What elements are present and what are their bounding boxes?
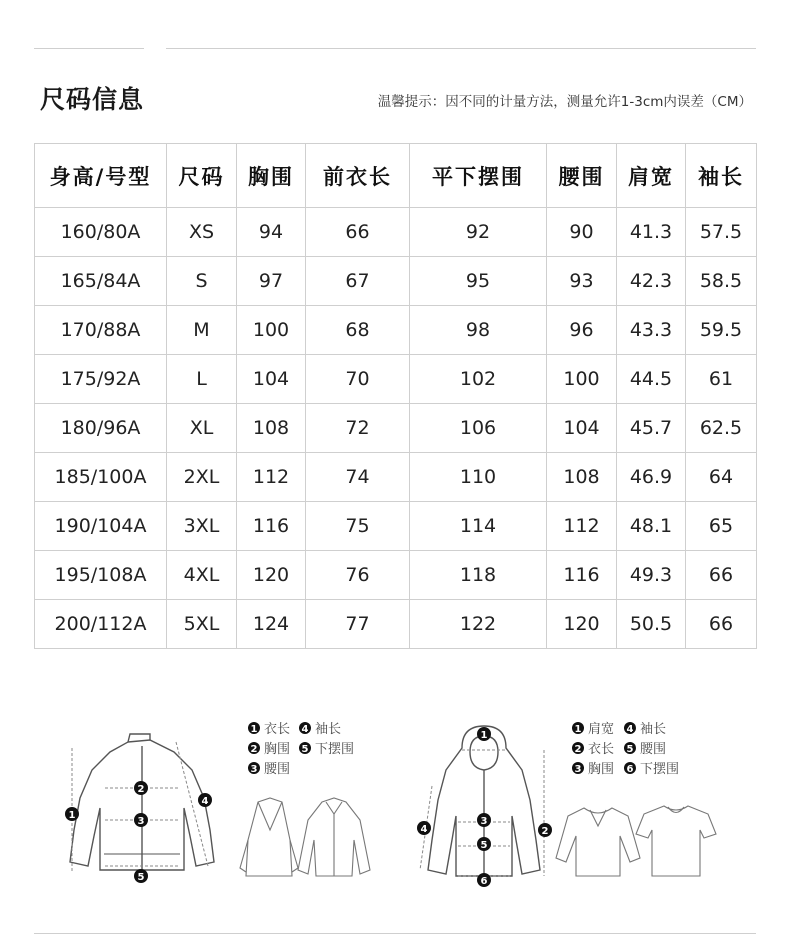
- hoodie-dimension-lines: [420, 750, 544, 876]
- svg-text:5: 5: [626, 744, 634, 755]
- svg-text:2: 2: [250, 744, 258, 755]
- table-cell: 44.5: [617, 355, 686, 404]
- table-cell: 100: [237, 306, 306, 355]
- sweater-thumbnail: [556, 808, 640, 876]
- table-cell: 76: [306, 551, 410, 600]
- legend-label: 下摆围: [640, 762, 680, 777]
- bottom-divider: [34, 933, 756, 934]
- table-cell: 110: [410, 453, 547, 502]
- table-cell: 50.5: [617, 600, 686, 649]
- column-header: 腰围: [547, 144, 617, 208]
- svg-text:4: 4: [626, 724, 634, 735]
- table-cell: 165/84A: [35, 257, 167, 306]
- legend-label: 肩宽: [588, 722, 615, 737]
- table-cell: 70: [306, 355, 410, 404]
- legend-label: 胸围: [264, 742, 291, 757]
- table-row: [35, 453, 757, 502]
- table-cell: 97: [237, 257, 306, 306]
- table-cell: 200/112A: [35, 600, 167, 649]
- legend-label: 衣长: [264, 722, 291, 737]
- top-divider-right: [166, 48, 756, 49]
- marker-1: 1: [480, 730, 488, 741]
- table-row: [35, 208, 757, 257]
- column-header: 袖长: [686, 144, 757, 208]
- marker-5: 5: [480, 840, 488, 851]
- table-cell: 104: [237, 355, 306, 404]
- table-cell: 92: [410, 208, 547, 257]
- table-cell: 57.5: [686, 208, 757, 257]
- table-cell: 96: [547, 306, 617, 355]
- column-header: 胸围: [237, 144, 306, 208]
- table-cell: 48.1: [617, 502, 686, 551]
- table-cell: 118: [410, 551, 547, 600]
- table-row: [35, 600, 757, 649]
- table-cell: S: [167, 257, 237, 306]
- table-cell: XS: [167, 208, 237, 257]
- legend-label: 腰围: [264, 762, 291, 777]
- marker-5: 5: [137, 872, 145, 883]
- table-cell: 61: [686, 355, 757, 404]
- table-cell: 2XL: [167, 453, 237, 502]
- table-cell: 160/80A: [35, 208, 167, 257]
- table-cell: 42.3: [617, 257, 686, 306]
- table-row: [35, 306, 757, 355]
- svg-text:4: 4: [301, 724, 309, 735]
- table-cell: 120: [547, 600, 617, 649]
- legend-label: 袖长: [315, 722, 342, 737]
- table-cell: 66: [686, 551, 757, 600]
- table-cell: 77: [306, 600, 410, 649]
- marker-3: 3: [480, 816, 488, 827]
- table-cell: 120: [237, 551, 306, 600]
- table-cell: 59.5: [686, 306, 757, 355]
- table-header-row: [35, 144, 757, 208]
- svg-text:5: 5: [301, 744, 309, 755]
- table-cell: 90: [547, 208, 617, 257]
- table-cell: XL: [167, 404, 237, 453]
- table-row: [35, 502, 757, 551]
- table-row: [35, 355, 757, 404]
- table-cell: 114: [410, 502, 547, 551]
- measurement-tip: 温馨提示：因不同的计量方法，测量允许1-3cm内误差（CM）: [377, 94, 752, 110]
- table-cell: 66: [686, 600, 757, 649]
- table-cell: 170/88A: [35, 306, 167, 355]
- table-cell: 68: [306, 306, 410, 355]
- table-cell: 106: [410, 404, 547, 453]
- table-cell: 67: [306, 257, 410, 306]
- legend-label: 胸围: [588, 762, 615, 777]
- hoodie-legend: [572, 721, 679, 777]
- table-cell: 190/104A: [35, 502, 167, 551]
- marker-2: 2: [137, 784, 145, 795]
- suit-thumbnail: [240, 798, 298, 876]
- svg-text:3: 3: [250, 764, 258, 775]
- legend-label: 腰围: [640, 742, 667, 757]
- table-cell: 62.5: [686, 404, 757, 453]
- table-row: [35, 404, 757, 453]
- table-cell: 116: [237, 502, 306, 551]
- table-cell: 185/100A: [35, 453, 167, 502]
- svg-text:3: 3: [574, 764, 582, 775]
- table-cell: 46.9: [617, 453, 686, 502]
- table-cell: 98: [410, 306, 547, 355]
- column-header: 肩宽: [617, 144, 686, 208]
- table-row: [35, 257, 757, 306]
- table-cell: M: [167, 306, 237, 355]
- legend-label: 袖长: [640, 722, 667, 737]
- table-cell: 116: [547, 551, 617, 600]
- table-cell: 72: [306, 404, 410, 453]
- svg-text:6: 6: [626, 764, 634, 775]
- marker-4: 4: [201, 796, 209, 807]
- table-cell: 66: [306, 208, 410, 257]
- table-cell: 58.5: [686, 257, 757, 306]
- table-cell: 180/96A: [35, 404, 167, 453]
- table-cell: 93: [547, 257, 617, 306]
- svg-text:1: 1: [574, 724, 582, 735]
- table-cell: 195/108A: [35, 551, 167, 600]
- table-cell: 104: [547, 404, 617, 453]
- svg-text:2: 2: [574, 744, 582, 755]
- page-title: 尺码信息: [40, 85, 145, 114]
- jacket-dimension-lines: [72, 742, 208, 872]
- marker-6: 6: [480, 876, 488, 887]
- legend-label: 下摆围: [315, 742, 355, 757]
- tshirt-thumbnail: [636, 806, 716, 876]
- table-cell: 108: [547, 453, 617, 502]
- table-cell: 64: [686, 453, 757, 502]
- hoodie-front-diagram: [428, 726, 540, 876]
- table-cell: 175/92A: [35, 355, 167, 404]
- table-cell: 4XL: [167, 551, 237, 600]
- table-cell: 102: [410, 355, 547, 404]
- table-cell: L: [167, 355, 237, 404]
- column-header: 前衣长: [306, 144, 410, 208]
- table-cell: 112: [237, 453, 306, 502]
- marker-4: 4: [420, 824, 428, 835]
- table-cell: 5XL: [167, 600, 237, 649]
- table-cell: 43.3: [617, 306, 686, 355]
- table-cell: 100: [547, 355, 617, 404]
- jacket-legend: [248, 721, 354, 777]
- column-header: 身高/号型: [35, 144, 167, 208]
- table-cell: 122: [410, 600, 547, 649]
- svg-text:1: 1: [250, 724, 258, 735]
- marker-2: 2: [541, 826, 549, 837]
- marker-3: 3: [137, 816, 145, 827]
- table-cell: 75: [306, 502, 410, 551]
- table-row: [35, 551, 757, 600]
- table-cell: 124: [237, 600, 306, 649]
- top-divider-left: [34, 48, 144, 49]
- table-cell: 108: [237, 404, 306, 453]
- shirt-thumbnail: [298, 798, 370, 876]
- column-header: 平下摆围: [410, 144, 547, 208]
- marker-1: 1: [68, 810, 76, 821]
- jacket-front-diagram: [70, 734, 214, 870]
- table-cell: 65: [686, 502, 757, 551]
- table-cell: 45.7: [617, 404, 686, 453]
- legend-label: 衣长: [588, 742, 615, 757]
- table-cell: 3XL: [167, 502, 237, 551]
- table-cell: 94: [237, 208, 306, 257]
- measurement-diagrams: [0, 690, 790, 900]
- table-cell: 74: [306, 453, 410, 502]
- table-cell: 112: [547, 502, 617, 551]
- table-cell: 95: [410, 257, 547, 306]
- column-header: 尺码: [167, 144, 237, 208]
- size-chart-table: [34, 143, 757, 649]
- table-cell: 41.3: [617, 208, 686, 257]
- table-cell: 49.3: [617, 551, 686, 600]
